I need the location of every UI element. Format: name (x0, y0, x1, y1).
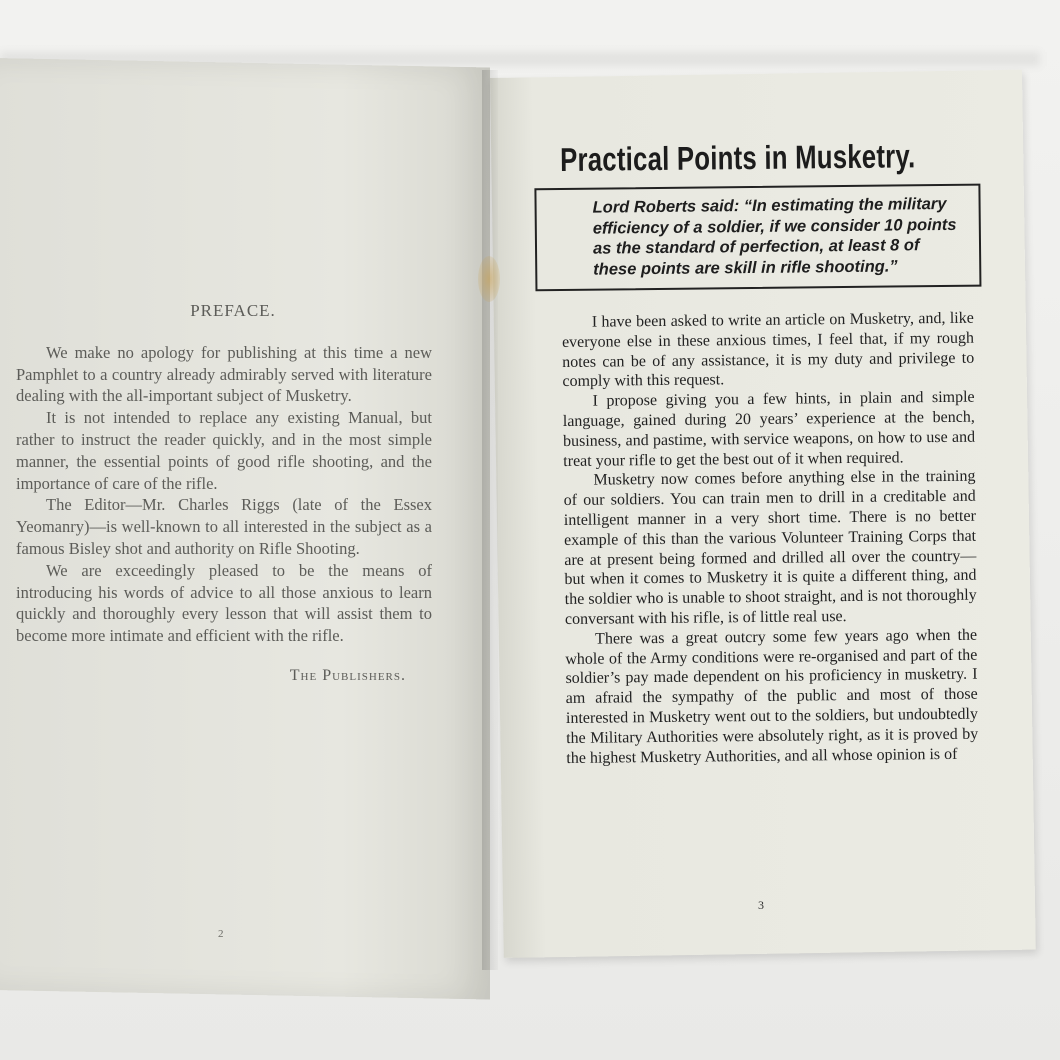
article-paragraph: I have been asked to write an article on Musketry, and, like everyone else in these anxious times, I feel that, if my rough notes can be of any assistance, it is my duty and privilege to comply with this request. (561, 309, 975, 391)
preface-section (16, 300, 432, 687)
article-title: Practical Points in Musketry. (559, 137, 916, 178)
page-number-left: 2 (218, 928, 224, 940)
article-section (559, 137, 979, 769)
preface-paragraph: It is not intended to replace any existing Manual, but rather to instruct the reader quickly, and in the most simple manner, the essential points of good rifle shooting, and the importance of care of the rifle. (16, 408, 432, 493)
page-number-right: 3 (758, 898, 764, 912)
quote-text: Lord Roberts said: “In estimating the military efficiency of a soldier, if we consider 10 points as the standard of perfection, at least 8 of these points are skill in rifle shooting.” (592, 194, 957, 279)
preface-heading: PREFACE. (190, 301, 276, 320)
article-paragraph: There was a great outcry some few years ago when the whole of the Army conditions were re-organised and part of the soldier’s pay made dependent on his proficiency in musketry. I am afraid the sympathy of the public and most of those interested in Musketry went out to the soldiers, but undoubtedly the Military Authorities were absolutely right, as it is proved by the highest Musketry Authorities, and all whose opinion is of (565, 626, 979, 767)
preface-paragraph: We make no apology for publishing at this time a new Pamphlet to a country already admirably served with literature dealing with the all-important subject of Musketry. (16, 342, 432, 406)
paper-stain (478, 256, 500, 302)
preface-paragraph: We are exceedingly pleased to be the means of introducing his words of advice to all those anxious to learn quickly and thoroughly every lesson that will assist them to become more intimate and efficient with the rifle. (16, 560, 432, 646)
article-paragraph: Musketry now comes before anything else in the training of our soldiers. You can train men to drill in a creditable and intelligent manner in a very short time. There is no better example of this than the various Volunteer Training Corps that are at present being formed and drilled all over the country—but when it comes to Musketry it is quite a different thing, and the soldier who is unable to shoot straight, and is not thoroughly conversant with his rifle, is of little real use. (563, 468, 977, 628)
quote-box (534, 183, 981, 291)
article-paragraph: I propose giving you a few hints, in plain and simple language, gained during 20 years’ experience at the bench, business, and pastime, with service weapons, on how to use and treat your rifle to get the best out of it when required. (562, 388, 976, 470)
publisher-signature: The Publishers. (289, 666, 406, 684)
preface-paragraph: The Editor—Mr. Charles Riggs (late of the Essex Yeomanry)—is well-known to all interested in the subject as a famous Bisley shot and authority on Rifle Shooting. (16, 495, 432, 558)
book-gutter (482, 70, 498, 970)
